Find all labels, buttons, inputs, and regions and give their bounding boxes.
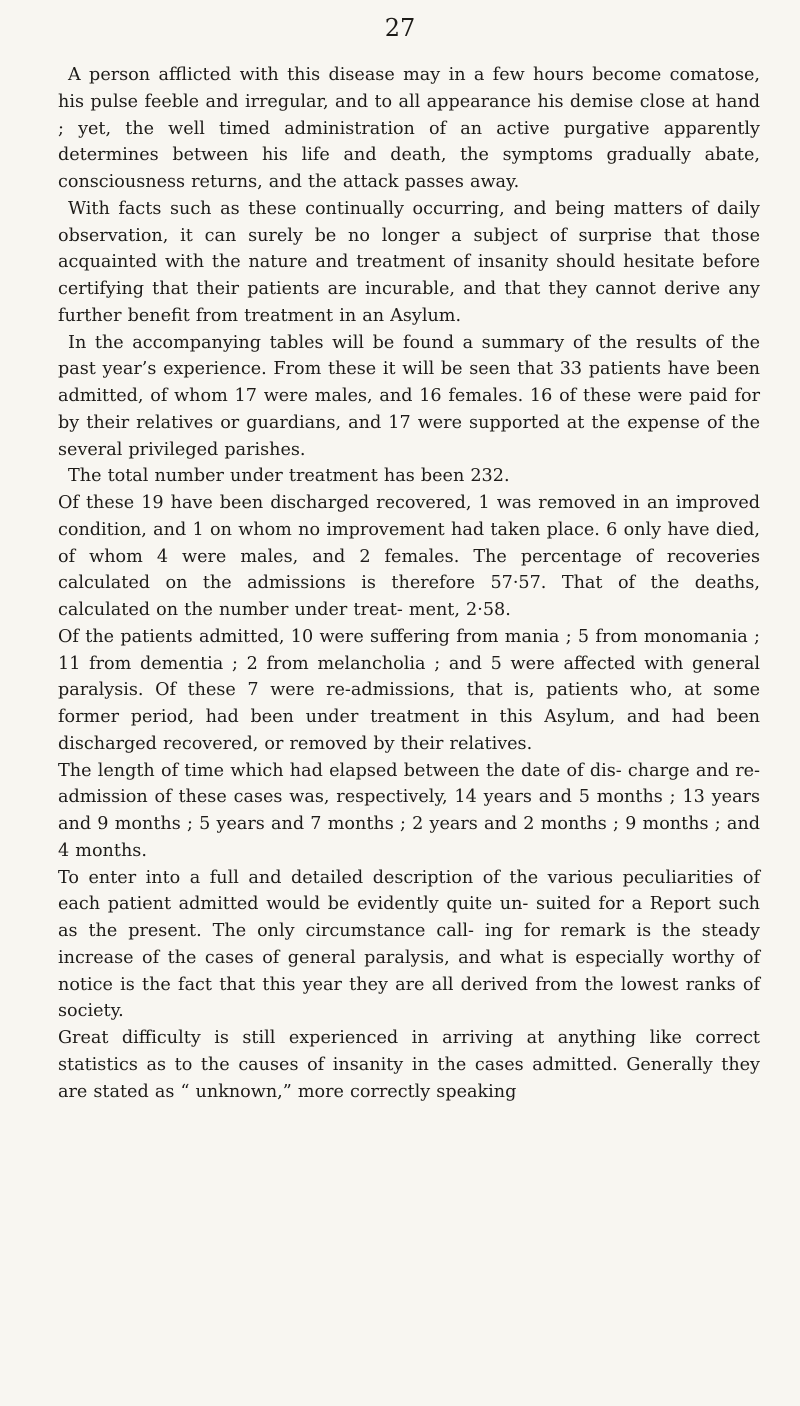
paragraph-7: The length of time which had elapsed between the date of dis- charge and re-admission of these cases was, respectively, 14 years and 5 months ; 13 years and 9 months ; 5 years and 7 months ; 2 years and 2 months ; 9 months ; and 4 months. (58, 760, 760, 861)
paragraph-4: The total number under treatment has been 232. (68, 466, 510, 487)
paragraph-1: A person afflicted with this disease may in a few hours become comatose, his pulse feeble and irregular, and to all appearance his demise close at hand ; yet, the well timed administration of an active purgative apparently determines between his life and death, the symptoms gradually abate, consciousness returns, and the attack passes away. (58, 65, 760, 192)
paragraph-2: With facts such as these continually occurring, and being matters of daily observation, it can surely be no longer a subject of surprise that those acquainted with the nature and treatment of insanity should hesitate before certifying that their patients are incurable, and that they cannot derive any further benefit from treatment in an Asylum. (58, 198, 760, 326)
paragraph-9: Great difficulty is still experienced in arriving at anything like correct statistics as to the causes of insanity in the cases admitted. Generally they are stated as “ unknown,” more correctly speaking (58, 1028, 760, 1102)
body-text (58, 62, 760, 1105)
page-number: 27 (384, 14, 416, 42)
paragraph-5: Of these 19 have been discharged recovered, 1 was removed in an improved condition, and 1 on whom no improvement had taken place. 6 only have died, of whom 4 were males, and 2 females. The percentage of recoveries calculated on the admissions is therefore 57·57. That of the deaths, calculated on the number under treat- ment, 2·58. (58, 493, 760, 620)
paragraph-3: In the accompanying tables will be found a summary of the results of the past year’s experience. From these it will be seen that 33 patients have been admitted, of whom 17 were males, and 16 females. 16 of these were paid for by their relatives or guardians, and 17 were supported at the expense of the several privileged parishes. (58, 332, 760, 460)
paragraph-6: Of the patients admitted, 10 were suffering from mania ; 5 from monomania ; 11 from dementia ; 2 from melancholia ; and 5 were affected with general paralysis. Of these 7 were re-admissions, that is, patients who, at some former period, had been under treatment in this Asylum, and had been discharged recovered, or removed by their relatives. (58, 626, 760, 754)
paragraph-8: To enter into a full and detailed description of the various peculiarities of each patient admitted would be evidently quite un- suited for a Report such as the present. The only circumstance call- ing for remark is the steady increase of the cases of general paralysis, and what is especially worthy of notice is the fact that this year they are all derived from the lowest ranks of society. (58, 867, 760, 1022)
